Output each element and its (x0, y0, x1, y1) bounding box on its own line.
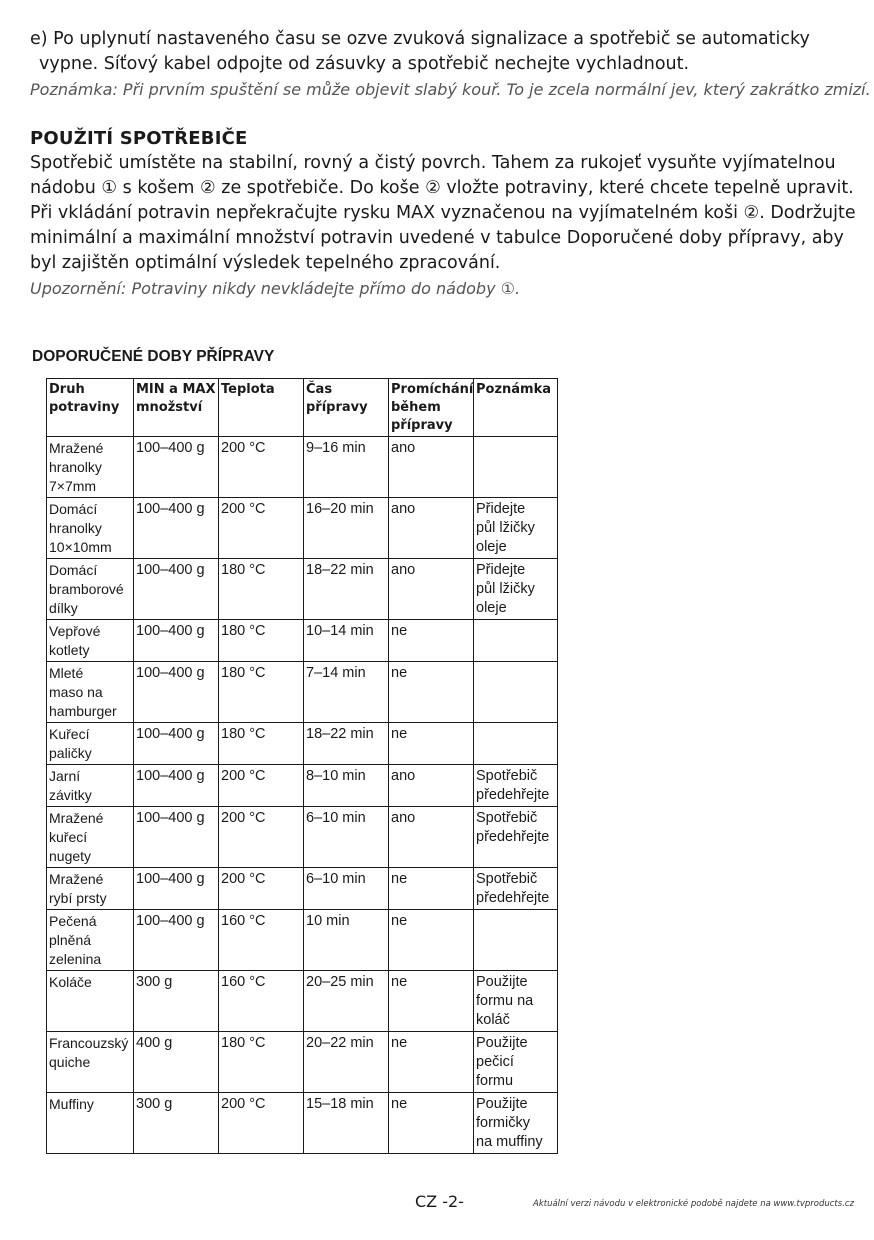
table-row (47, 498, 558, 559)
cell-quantity: 100–400 g (134, 868, 219, 910)
cell-temperature: 180 °C (219, 1032, 304, 1093)
usage-line-4: minimální a maximální množství potravin uvedené v tabulce Doporučené doby přípravy, aby (30, 228, 844, 248)
intro-line-1: e) Po uplynutí nastaveného času se ozve zvuková signalizace a spotřebič se automaticky (30, 29, 810, 49)
table-row (47, 620, 558, 662)
cell-stirring: ne (389, 723, 474, 765)
cell-quantity: 100–400 g (134, 662, 219, 723)
table-row (47, 662, 558, 723)
cell-stirring: ne (389, 868, 474, 910)
cell-temperature: 200 °C (219, 868, 304, 910)
cell-stirring: ano (389, 807, 474, 868)
cell-temperature: 200 °C (219, 1093, 304, 1154)
cell-temperature: 180 °C (219, 620, 304, 662)
cell-quantity: 100–400 g (134, 559, 219, 620)
header-stirring: Promíchání během přípravy (389, 379, 474, 437)
usage-line-3: Při vkládání potravin nepřekračujte rysku MAX vyznačenou na vyjímatelném koši ②. Dodržujte (30, 203, 856, 223)
cell-note (474, 620, 558, 662)
cell-quantity: 100–400 g (134, 723, 219, 765)
cell-note: Spotřebič předehřejte (474, 868, 558, 910)
cell-time: 18–22 min (304, 559, 389, 620)
cell-food: Mražené kuřecí nugety (47, 807, 134, 868)
cell-food: Francouzský quiche (47, 1032, 134, 1093)
cell-time: 10 min (304, 910, 389, 971)
usage-line-5: byl zajištěn optimální výsledek tepelného zpracování. (30, 253, 501, 273)
usage-warning: Upozornění: Potraviny nikdy nevkládejte přímo do nádoby ①. (30, 279, 521, 298)
table-row (47, 559, 558, 620)
cell-stirring: ano (389, 559, 474, 620)
cell-quantity: 400 g (134, 1032, 219, 1093)
cell-note: Spotřebič předehřejte (474, 765, 558, 807)
cell-note (474, 910, 558, 971)
cell-time: 8–10 min (304, 765, 389, 807)
header-food: Druh potraviny (47, 379, 134, 437)
cell-stirring: ano (389, 765, 474, 807)
cell-note: Použijte formu na koláč (474, 971, 558, 1032)
cell-food: Domácí bramborové dílky (47, 559, 134, 620)
table-row (47, 807, 558, 868)
cell-stirring: ne (389, 662, 474, 723)
table-row (47, 910, 558, 971)
usage-line-2: nádobu ① s košem ② ze spotřebiče. Do koše ② vložte potraviny, které chcete tepelně upravit. (30, 178, 854, 198)
cell-quantity: 100–400 g (134, 807, 219, 868)
cell-time: 20–25 min (304, 971, 389, 1032)
cell-time: 16–20 min (304, 498, 389, 559)
cell-food: Jarní závitky (47, 765, 134, 807)
cell-note: Přidejte půl lžičky oleje (474, 559, 558, 620)
cell-temperature: 200 °C (219, 498, 304, 559)
cell-temperature: 180 °C (219, 559, 304, 620)
cell-note: Přidejte půl lžičky oleje (474, 498, 558, 559)
table-row (47, 765, 558, 807)
cell-quantity: 100–400 g (134, 620, 219, 662)
cell-note (474, 437, 558, 498)
cell-stirring: ano (389, 437, 474, 498)
cell-food: Domácí hranolky 10×10mm (47, 498, 134, 559)
cell-temperature: 200 °C (219, 437, 304, 498)
table-row (47, 868, 558, 910)
cell-note (474, 662, 558, 723)
cell-time: 6–10 min (304, 868, 389, 910)
table-row (47, 971, 558, 1032)
header-time: Čas přípravy (304, 379, 389, 437)
cell-quantity: 300 g (134, 1093, 219, 1154)
cell-quantity: 100–400 g (134, 765, 219, 807)
header-temperature: Teplota (219, 379, 304, 437)
cell-time: 7–14 min (304, 662, 389, 723)
cell-time: 20–22 min (304, 1032, 389, 1093)
cell-stirring: ne (389, 1093, 474, 1154)
header-quantity: MIN a MAX množství (134, 379, 219, 437)
table-row (47, 1032, 558, 1093)
page-number: CZ -2- (415, 1192, 464, 1211)
intro-line-2: vypne. Síťový kabel odpojte od zásuvky a spotřebič nechejte vychladnout. (39, 54, 690, 74)
cell-temperature: 200 °C (219, 807, 304, 868)
cell-quantity: 100–400 g (134, 437, 219, 498)
table-title: DOPORUČENÉ DOBY PŘÍPRAVY (32, 348, 275, 365)
cell-quantity: 300 g (134, 971, 219, 1032)
cooking-times-table (46, 378, 558, 1154)
cell-note: Spotřebič předehřejte (474, 807, 558, 868)
table-header-row (47, 379, 558, 437)
cell-food: Mražené hranolky 7×7mm (47, 437, 134, 498)
cell-food: Mleté maso na hamburger (47, 662, 134, 723)
cell-quantity: 100–400 g (134, 910, 219, 971)
cell-temperature: 200 °C (219, 765, 304, 807)
cell-time: 6–10 min (304, 807, 389, 868)
cell-stirring: ne (389, 910, 474, 971)
cell-food: Mražené rybí prsty (47, 868, 134, 910)
cell-temperature: 180 °C (219, 723, 304, 765)
cell-food: Vepřové kotlety (47, 620, 134, 662)
cell-temperature: 160 °C (219, 971, 304, 1032)
header-note: Poznámka (474, 379, 558, 437)
usage-line-1: Spotřebič umístěte na stabilní, rovný a čistý povrch. Tahem za rukojeť vysuňte vyjímatelnou (30, 153, 836, 173)
cell-food: Koláče (47, 971, 134, 1032)
cell-time: 18–22 min (304, 723, 389, 765)
table-row (47, 723, 558, 765)
footer-note: Aktuální verzi návodu v elektronické podobě najdete na www.tvproducts.cz (533, 1199, 855, 1209)
cell-temperature: 160 °C (219, 910, 304, 971)
usage-heading: POUŽITÍ SPOTŘEBIČE (30, 128, 248, 149)
cell-note: Použijte pečicí formu (474, 1032, 558, 1093)
cell-time: 9–16 min (304, 437, 389, 498)
cell-stirring: ne (389, 971, 474, 1032)
cell-time: 15–18 min (304, 1093, 389, 1154)
intro-note: Poznámka: Při prvním spuštění se může objevit slabý kouř. To je zcela normální jev, který zakrátko zmizí. (30, 80, 871, 99)
cell-temperature: 180 °C (219, 662, 304, 723)
cell-food: Pečená plněná zelenina (47, 910, 134, 971)
table-row (47, 437, 558, 498)
table-row (47, 1093, 558, 1154)
cell-stirring: ne (389, 620, 474, 662)
cell-food: Kuřecí paličky (47, 723, 134, 765)
cell-note (474, 723, 558, 765)
cell-time: 10–14 min (304, 620, 389, 662)
cell-note: Použijte formičky na muffiny (474, 1093, 558, 1154)
cell-food: Muffiny (47, 1093, 134, 1154)
cell-stirring: ne (389, 1032, 474, 1093)
cell-stirring: ano (389, 498, 474, 559)
cell-quantity: 100–400 g (134, 498, 219, 559)
